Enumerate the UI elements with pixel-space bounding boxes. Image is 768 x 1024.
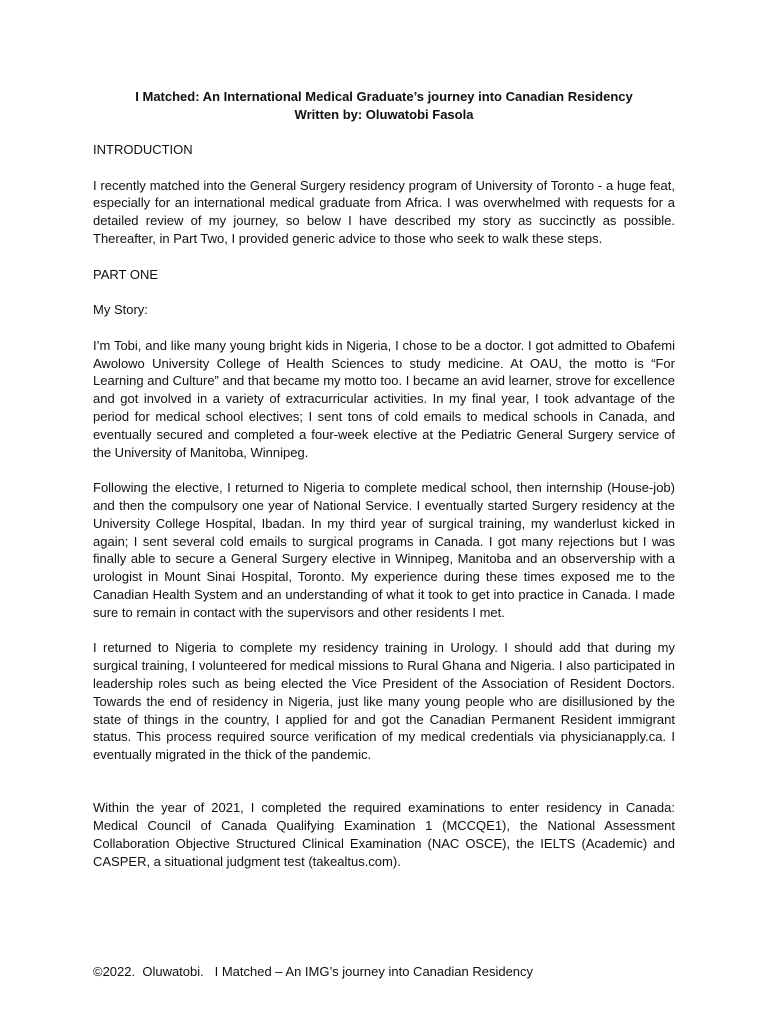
introduction-paragraph: I recently matched into the General Surgery residency program of University of Toronto - a huge feat, especially for an international medical graduate from Africa. I was overwhelmed with requests for a detailed review of my journey, so below I have described my story as succinctly as possible. Thereafter, in Part Two, I provided generic advice to those who seek to walk these steps. bbox=[93, 177, 675, 246]
story-paragraph-4: Within the year of 2021, I completed the required examinations to enter residency in Canada: Medical Council of Canada Qualifying Examination 1 (MCCQE1), the National Assessment Collaboration Objective Structured Clinical Examination (NAC OSCE), the IELTS (Academic) and CASPER, a situational judgment test (takealtus.com). bbox=[93, 800, 675, 869]
my-story-heading: My Story: bbox=[93, 302, 148, 318]
part-one-heading: PART ONE bbox=[93, 266, 159, 282]
story-paragraph-3: I returned to Nigeria to complete my residency training in Urology. I should add that during my surgical training, I volunteered for medical missions to Rural Ghana and Nigeria. I also participated in leadership roles such as being elected the Vice President of the Association of Resident Doctors. Towards the end of residency in Nigeria, just like many young people who are disillusioned by the state of things in the country, I applied for and got the Canadian Permanent Resident immigrant status. This process required source verification of my medical credentials via physicianapply.ca. I eventually migrated in the thick of the pandemic. bbox=[93, 640, 675, 763]
title-block bbox=[93, 88, 675, 124]
document-title: I Matched: An International Medical Graduate’s journey into Canadian Residency bbox=[135, 89, 633, 104]
document-body bbox=[93, 141, 675, 888]
document-byline: Written by: Oluwatobi Fasola bbox=[294, 106, 474, 122]
story-paragraph-2: Following the elective, I returned to Nigeria to complete medical school, then internship (House-job) and then the compulsory one year of National Service. I eventually started Surgery residency at the University College Hospital, Ibadan. In my third year of surgical training, my wanderlust kicked in again; I sent several cold emails to surgical programs in Canada. I got many rejections but I was finally able to secure a General Surgery elective in Winnipeg, Manitoba and an observership with a urologist in Mount Sinai Hospital, Toronto. My experience during these times exposed me to the Canadian Health System and an understanding of what it took to get into practice in Canada. I made sure to remain in contact with the supervisors and other residents I met. bbox=[93, 480, 675, 620]
page-footer: ©2022. Oluwatobi. I Matched – An IMG’s journey into Canadian Residency bbox=[93, 964, 534, 979]
story-paragraph-1: I’m Tobi, and like many young bright kids in Nigeria, I chose to be a doctor. I got admitted to Obafemi Awolowo University College of Health Sciences to study medicine. At OAU, the motto is “For Learning and Culture” and that became my motto too. I became an avid learner, strove for excellence and got involved in a variety of extracurricular activities. In my final year, I took advantage of the period for medical school electives; I sent tons of cold emails to medical schools in Canada, and eventually secured and completed a four-week elective at the Pediatric General Surgery service of the University of Manitoba, Winnipeg. bbox=[93, 337, 675, 460]
introduction-heading: INTRODUCTION bbox=[93, 142, 193, 157]
